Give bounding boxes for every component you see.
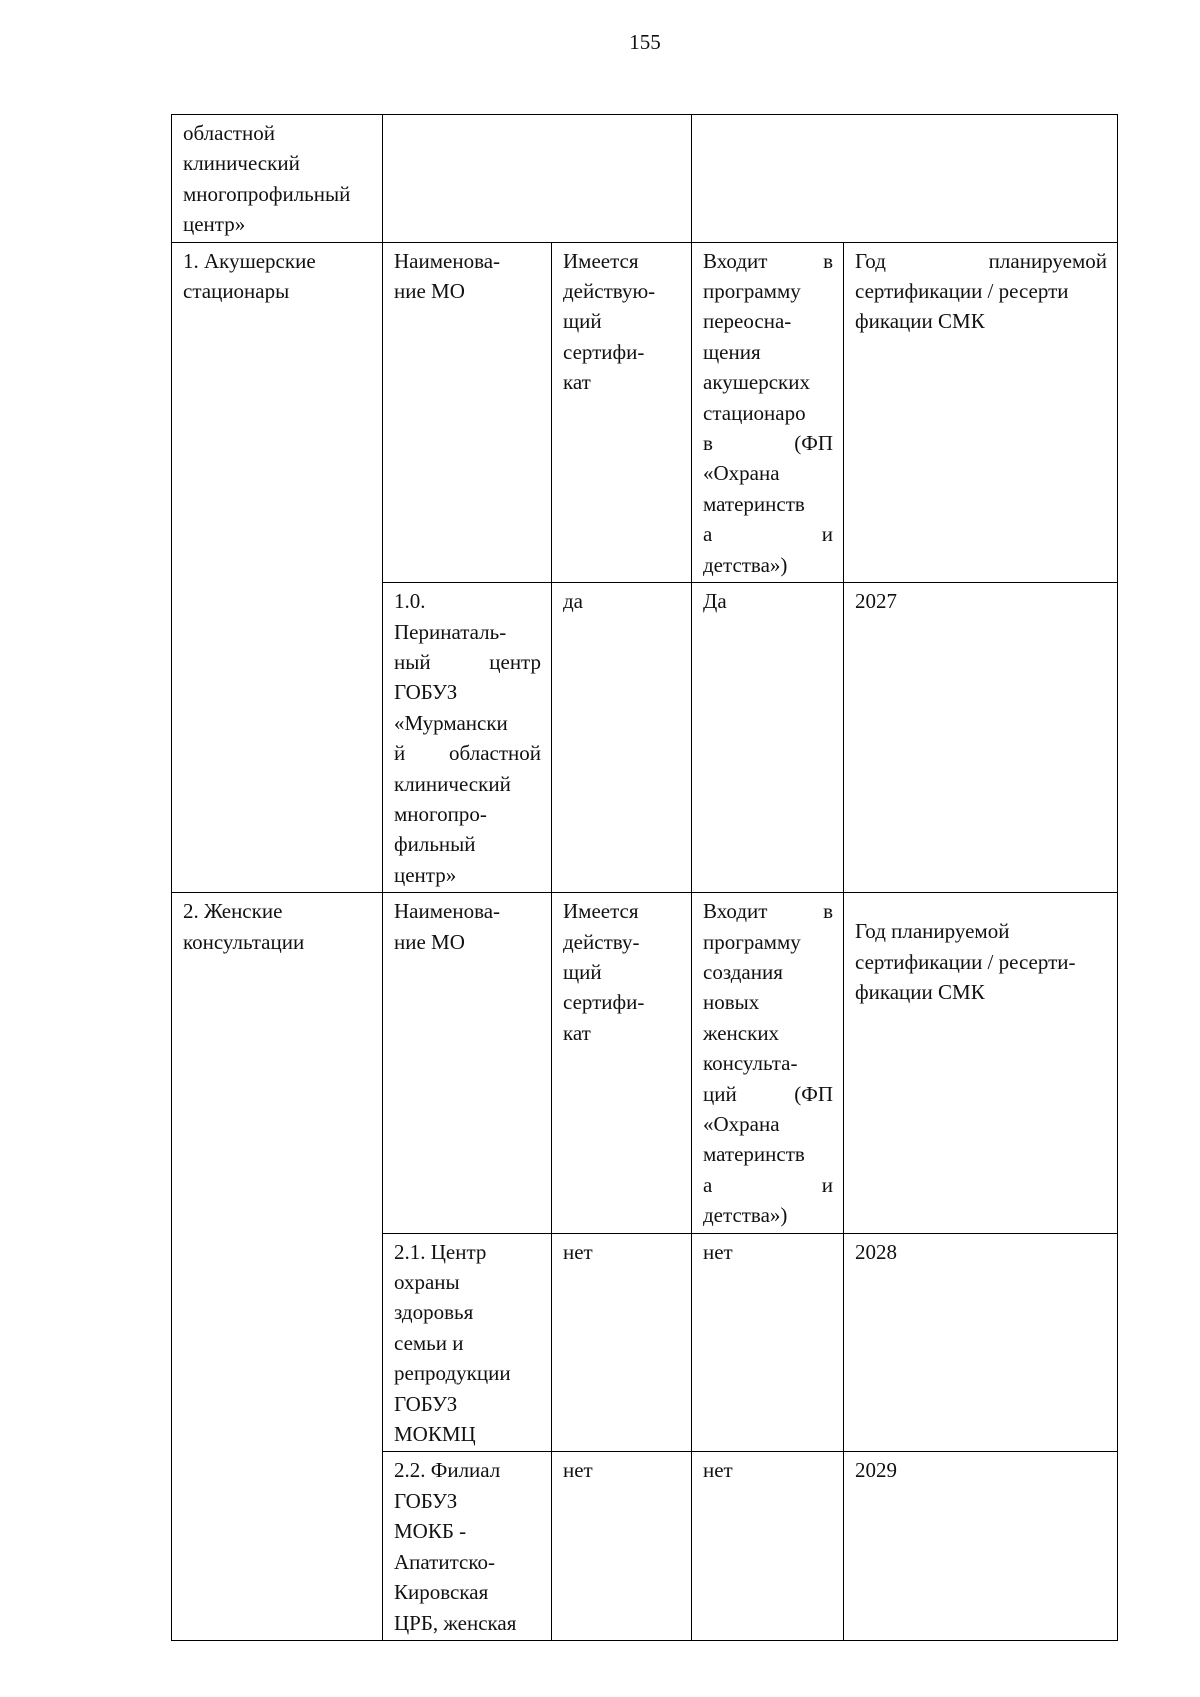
row-1-0-certificate: да xyxy=(552,583,692,893)
row-1-0-program: Да xyxy=(692,583,844,893)
row-2-2-certificate: нет xyxy=(552,1452,692,1640)
section2-header-name: Наименова- ние МО xyxy=(383,893,552,1233)
section1-header-program: Входит в программу переосна- щения акушерских стационаро в (ФП «Охрана материнств а и детства») xyxy=(692,242,844,582)
cell-continuation-empty-2 xyxy=(692,115,1118,243)
row-2-2-name: 2.2. Филиал ГОБУЗ МОКБ - Апатитско- Кировская ЦРБ, женская xyxy=(383,1452,552,1640)
section2-header-program: Входит в программу создания новых женских консульта- ций (ФП «Охрана материнств а и детства») xyxy=(692,893,844,1233)
section1-title: 1. Акушерские стационары xyxy=(172,242,383,893)
data-table xyxy=(171,114,1118,1641)
row-2-2-program: нет xyxy=(692,1452,844,1640)
section1-header-name: Наименова- ние МО xyxy=(383,242,552,582)
cell-continuation-empty-1 xyxy=(383,115,692,243)
row-2-1-name: 2.1. Центр охраны здоровья семьи и репродукции ГОБУЗ МОКМЦ xyxy=(383,1233,552,1452)
row-2-1-program: нет xyxy=(692,1233,844,1452)
row-1-0-year: 2027 xyxy=(844,583,1118,893)
row-2-2-year: 2029 xyxy=(844,1452,1118,1640)
section2-header-certificate: Имеется действу- щий сертифи- кат xyxy=(552,893,692,1233)
section2-header-year: Год планируемой сертификации / ресерти- фикации СМК xyxy=(844,893,1118,1233)
table-row-section1-header xyxy=(172,242,1118,582)
section1-header-certificate: Имеется действую- щий сертифи- кат xyxy=(552,242,692,582)
section2-title: 2. Женские консультации xyxy=(172,893,383,1641)
row-1-0-name: 1.0. Перинаталь- ный центр ГОБУЗ «Мурмански й областной клинический многопро- фильный центр» xyxy=(383,583,552,893)
row-2-1-certificate: нет xyxy=(552,1233,692,1452)
row-2-1-year: 2028 xyxy=(844,1233,1118,1452)
table-row-continuation xyxy=(172,115,1118,243)
page-number: 155 xyxy=(629,30,661,54)
cell-continuation-name: областной клинический многопрофильный центр» xyxy=(172,115,383,243)
section1-header-year: Год планируемой сертификации / ресерти фикации СМК xyxy=(844,242,1118,582)
table-row-section2-header xyxy=(172,893,1118,1233)
